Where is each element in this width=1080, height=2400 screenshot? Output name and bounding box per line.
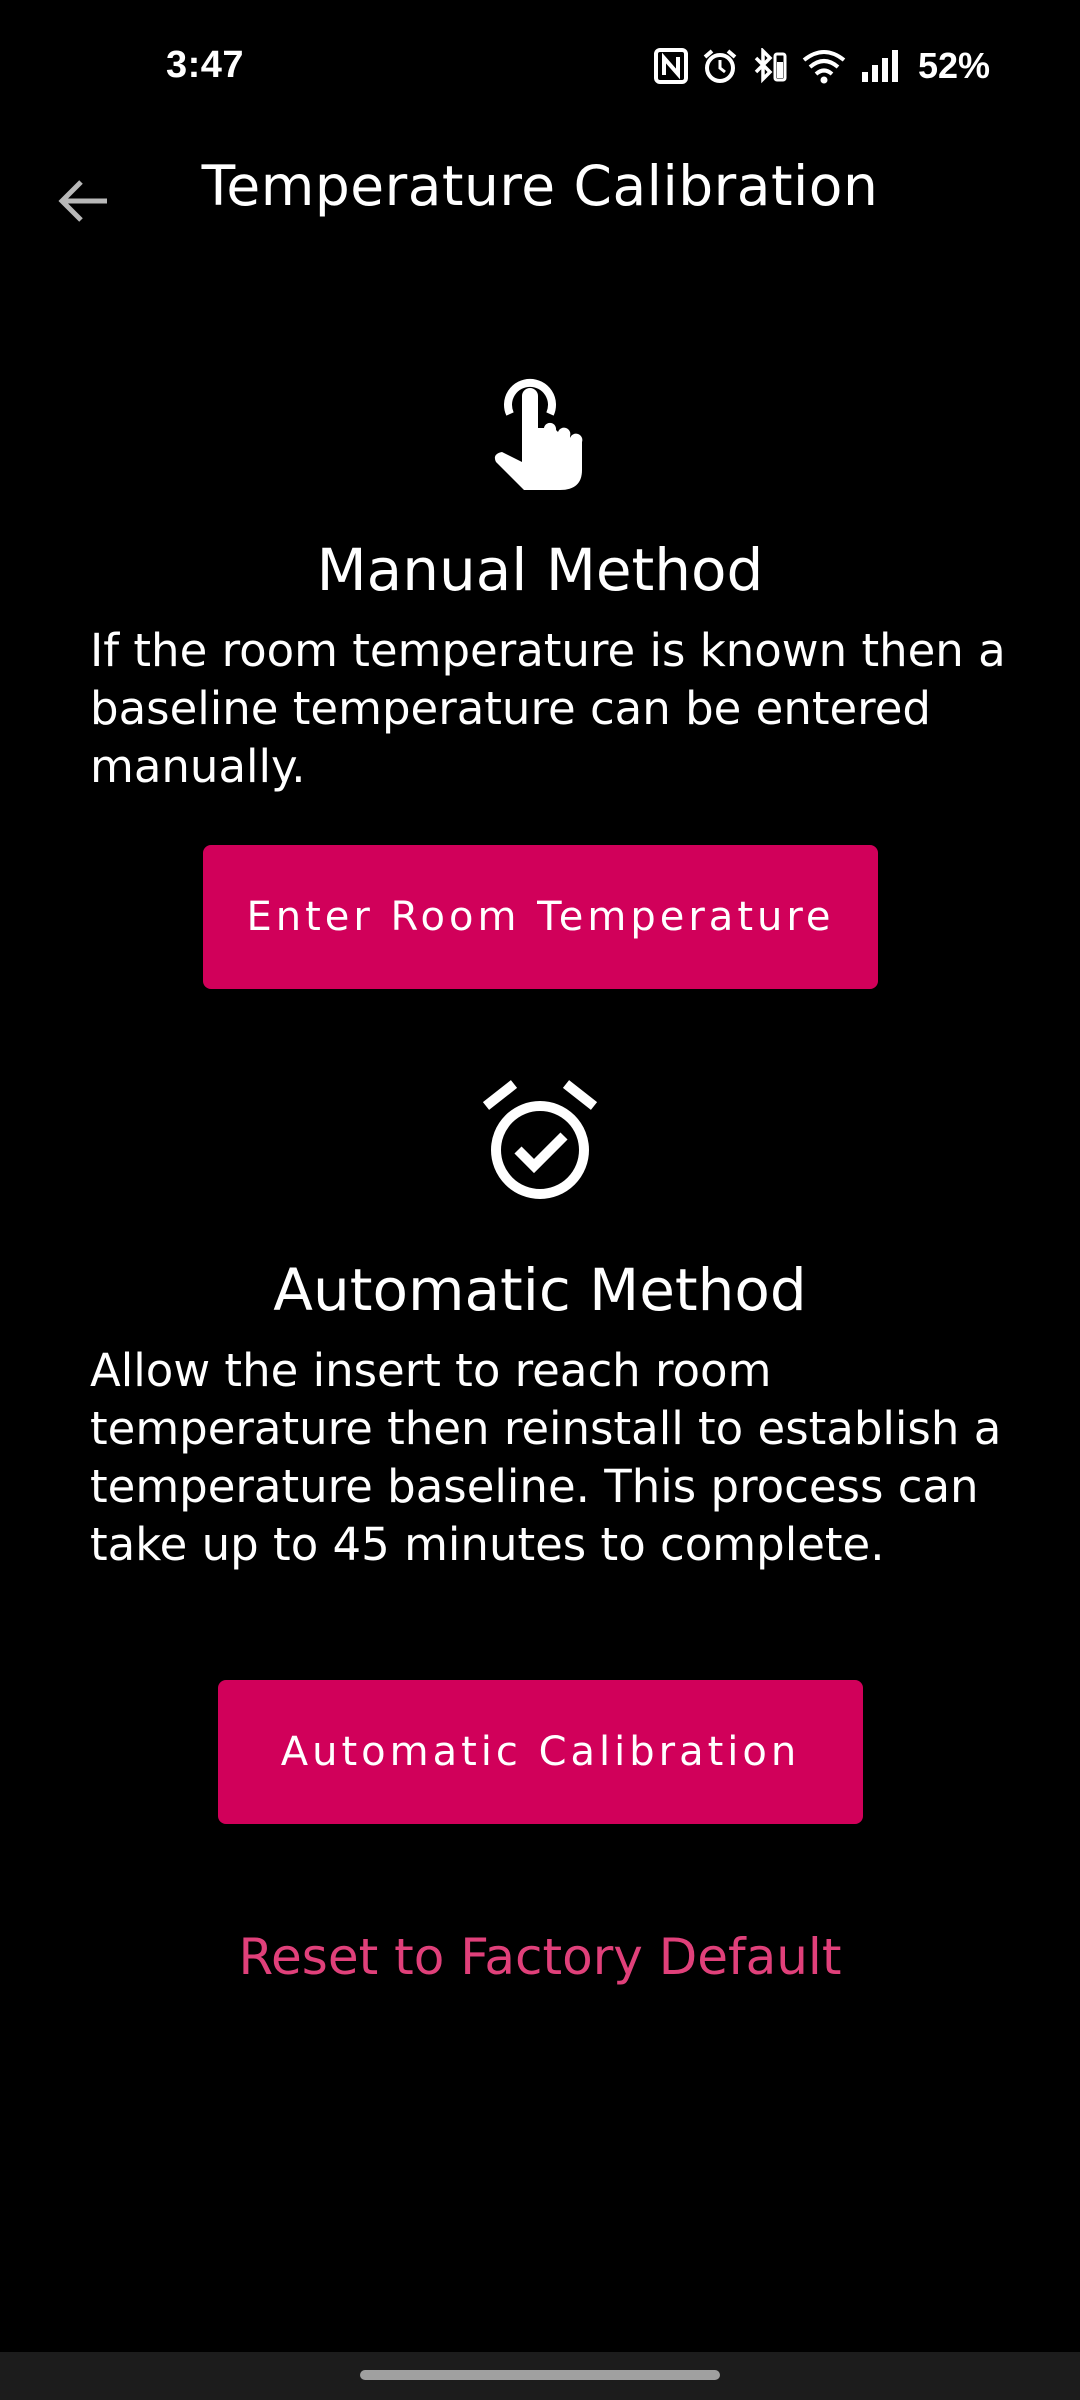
manual-icon-wrap bbox=[0, 362, 1080, 494]
bluetooth-battery-icon bbox=[752, 48, 788, 84]
reset-factory-default-link[interactable]: Reset to Factory Default bbox=[238, 1928, 842, 1986]
manual-heading: Manual Method bbox=[316, 536, 764, 604]
automatic-calibration-button[interactable]: Automatic Calibration bbox=[218, 1680, 863, 1824]
automatic-icon-wrap bbox=[0, 1080, 1080, 1204]
app-bar bbox=[0, 140, 1080, 240]
navigation-bar bbox=[0, 2352, 1080, 2400]
status-icons bbox=[654, 46, 990, 86]
nfc-icon bbox=[654, 48, 688, 84]
touch-hand-icon bbox=[492, 362, 588, 494]
alarm-icon bbox=[702, 48, 738, 84]
status-time: 3:47 bbox=[166, 44, 245, 86]
automatic-description: Allow the insert to reach room temperature then reinstall to establish a temperature baseline. This process can take up to 45 minutes to complete. bbox=[90, 1344, 1002, 1571]
status-bar bbox=[0, 0, 1080, 140]
page-title: Temperature Calibration bbox=[201, 154, 879, 218]
battery-percent: 52% bbox=[917, 45, 990, 86]
gesture-handle[interactable] bbox=[360, 2370, 720, 2380]
signal-icon bbox=[860, 48, 900, 84]
enter-room-temperature-button[interactable]: Enter Room Temperature bbox=[203, 845, 878, 989]
manual-description: If the room temperature is known then a baseline temperature can be entered manually. bbox=[90, 624, 1006, 793]
wifi-icon bbox=[802, 48, 846, 84]
alarm-check-icon bbox=[478, 1080, 602, 1204]
automatic-heading: Automatic Method bbox=[273, 1256, 807, 1324]
